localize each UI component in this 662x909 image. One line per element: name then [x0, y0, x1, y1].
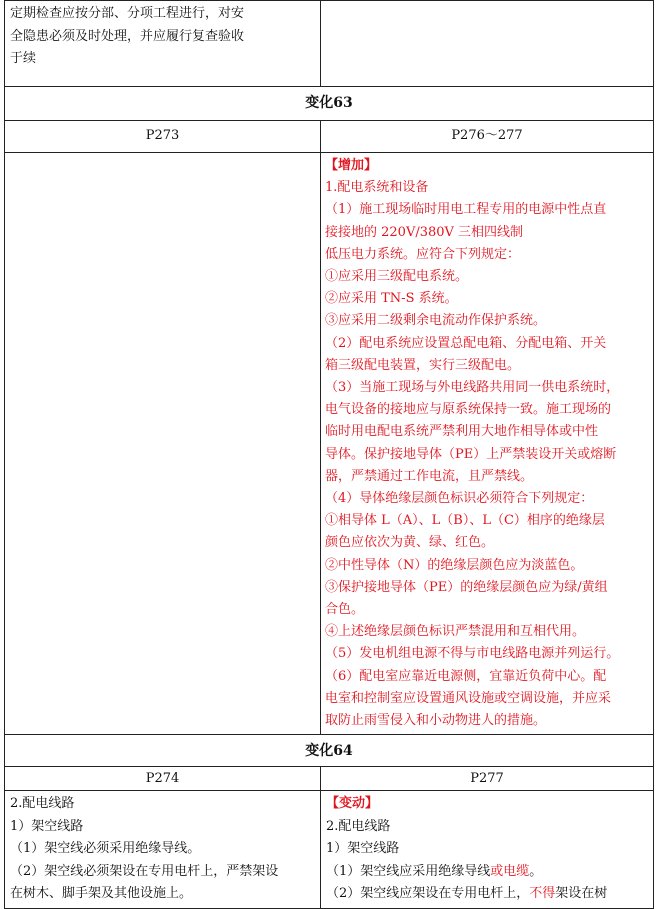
text-line: 1）架空线路: [326, 841, 400, 857]
section-title: 变化64: [5, 735, 654, 767]
text-line: 导体。保护接地导体（PE）上严禁装设开关或熔断: [325, 446, 617, 462]
section-title-row: [5, 87, 654, 121]
text-line: 全隐患必须及时处理，并应履行复查验收: [10, 28, 245, 44]
change-content-row: [5, 153, 654, 735]
added-tag: 【增加】: [325, 158, 378, 173]
text-line: 2.配电线路: [10, 796, 75, 812]
section-title: 变化63: [5, 87, 654, 121]
text-line: [326, 861, 648, 884]
text-line: 1.配电系统和设备: [325, 180, 429, 196]
new-page-ref: P277: [321, 767, 654, 791]
comparison-table: [4, 0, 654, 909]
text-line: 2.配电线路: [326, 818, 391, 834]
text-line: 于续: [10, 51, 37, 66]
text-line: 定期检查应按分部、分项工程进行，对安: [10, 6, 245, 21]
text-line: ②应采用 TN-S 系统。: [325, 291, 458, 307]
text-line: （2）配电系统应设置总配电箱、分配电箱、开关: [325, 335, 607, 351]
text-line: 箱三级配电装置，实行三级配电。: [325, 357, 521, 373]
section-title-row: [5, 735, 654, 767]
changed-tag: 【变动】: [326, 796, 379, 812]
text-line: （4）导体绝缘层颜色标识必须符合下列规定：: [325, 491, 594, 507]
text-line: ②中性导体（N）的绝缘层颜色应为淡蓝色。: [325, 557, 584, 573]
text-line: [326, 883, 648, 906]
text-line: 器，严禁通过工作电流，且严禁线。: [325, 468, 534, 484]
page-ref-row: [5, 121, 654, 153]
text-line: ③应采用二级剩余电流动作保护系统。: [325, 313, 547, 329]
text-line: （2）架空线必须架设在专用电杆上，严禁架设: [10, 863, 279, 879]
document-page: [4, 0, 653, 909]
text-line: 合色。: [325, 602, 365, 618]
text-line: 颜色应依次为黄、绿、红色。: [325, 535, 495, 551]
text-span: （1）架空线应采用绝缘导线: [326, 863, 491, 879]
text-span: 架设在树: [555, 886, 608, 902]
text-line: ④上述绝缘层颜色标识严禁混用和互相代用。: [325, 624, 586, 640]
text-line: 1）架空线路: [10, 818, 84, 834]
text-line: 电室和控制室应设置通风设施或空调设施，并应采: [325, 690, 612, 706]
text-line: ①相导体 L（A）、L（B）、L（C）相序的绝缘层: [325, 513, 605, 529]
new-content-cell: [321, 153, 654, 735]
text-line: 接接地的 220V/380V 三相四线制: [325, 224, 524, 240]
old-page-ref: P274: [5, 767, 321, 791]
text-line: ①应采用三级配电系统。: [325, 269, 469, 285]
text-span: 。: [529, 863, 543, 879]
text-line: 电气设备的接地应与原系统保持一致。施工现场的: [325, 402, 612, 418]
text-span: （2）架空线应架设在专用电杆上，: [326, 886, 530, 902]
text-line: （6）配电室应靠近电源侧，宜靠近负荷中心。配: [325, 668, 607, 684]
old-content-cell: [5, 153, 321, 735]
text-line: 取防止雨雪侵入和小动物进人的措施。: [325, 713, 547, 729]
changed-text: 不得: [529, 886, 556, 902]
text-line: ③保护接地导体（PE）的绝缘层颜色应为绿/黄组: [325, 579, 608, 595]
changed-text: 或电缆: [490, 863, 530, 879]
top-row: [5, 1, 654, 87]
text-line: （1）施工现场临时用电工程专用的电源中性点直: [325, 202, 607, 218]
page-ref-row: [5, 767, 654, 791]
top-left-cell: [5, 1, 321, 87]
text-line: 临时用电配电系统严禁利用大地作相导体或中性: [325, 424, 599, 440]
text-line: （5）发电机组电源不得与市电线路电源并列运行。: [325, 646, 620, 662]
old-page-ref: P273: [5, 121, 321, 153]
text-line: 低压电力系统。应符合下列规定：: [325, 246, 521, 262]
text-line: （1）架空线必须采用绝缘导线。: [10, 841, 201, 857]
text-line: （3）当施工现场与外电线路共用同一供电系统时，: [325, 380, 620, 396]
new-page-ref: P276～277: [321, 121, 654, 153]
text-line: 在树木、脚手架及其他设施上。: [10, 886, 193, 902]
top-right-cell: [321, 1, 654, 87]
